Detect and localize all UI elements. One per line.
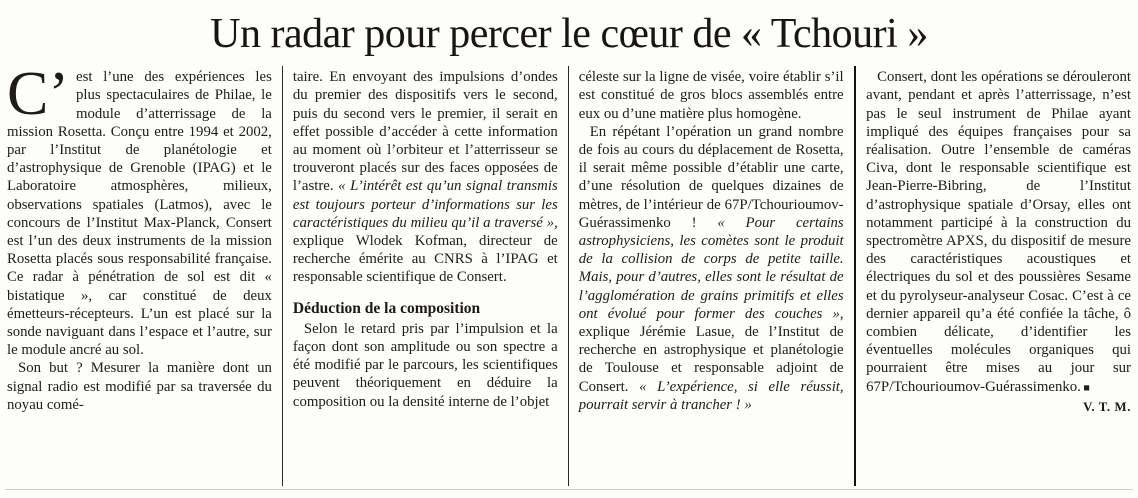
article-paragraph	[7, 359, 272, 414]
article-paragraph	[293, 320, 558, 411]
section-heading: Déduction de la composition	[292, 299, 481, 317]
dropcap: C’	[7, 66, 69, 129]
text-segment: « L’expérience, si elle réussit, pourrait servir à trancher ! »	[578, 378, 844, 413]
text-segment: En répétant l’opération un grand nombre de fois au cours du déplacement de Rosetta, il serait même possible d’établir une carte, d’une résolution de quelques dizaines de mètres, de l’intérieur de 67P/Tchourioumov-Guérassimenko !	[578, 123, 844, 231]
article-paragraph	[7, 68, 272, 359]
text-segment: , explique Jérémie Lasue, de l’Institut de recherche en astrophysique et planétologie de Toulouse et responsable adjoint de Consert.	[578, 305, 844, 395]
end-mark: ■	[1080, 382, 1090, 394]
article-column-2	[283, 66, 568, 486]
article-column-4	[856, 66, 1133, 486]
article-columns	[5, 66, 1133, 490]
article-paragraph	[866, 68, 1131, 398]
article-column-3	[569, 66, 854, 486]
article-title: Un radar pour percer le cœur de « Tchouri »	[210, 11, 928, 57]
text-segment: « Pour certains astrophysiciens, les comètes sont le produit de la collision de corps de petite taille. Mais, pour d’autres, elles sont le résultat de l’agglomération de grains primitifs et elles ont évolué pour former des couches »	[578, 214, 844, 322]
text-segment: céleste sur la ligne de visée, voire établir s’il est constitué de gros blocs assemblés entre eux ou d’une matière plus homogène.	[578, 69, 844, 122]
text-segment: Son but ? Mesurer la manière dont un signal radio est modifié par sa traversée du noyau comé-	[7, 360, 272, 413]
byline: V. T. M.	[1083, 399, 1131, 414]
article-paragraph	[293, 68, 558, 286]
text-segment: est l’une des expériences les plus spectaculaires de Philae, le module d’atterrissage de la mission Rosetta. Conçu entre 1994 et 2002, par l’Institut de planétologie et d’astrophysique de Grenoble (IPAG) et le Laboratoire atmosphères, milieux, observations spatiales (Latmos), avec le concours de l’Institut Max-Planck, Consert est l’un des deux instruments de la mission Rosetta placés sous responsabilité française. Ce radar à pénétration de sol est dit « bistatique », car constitué de deux émetteurs-récepteurs. L’un est placé sur la sonde naviguant dans l’espace et l’autre, sur le module ancré au sol.	[7, 69, 272, 359]
text-segment: Consert, dont les opérations se dérouleront avant, pendant et après l’atterrissage, n’est pas le seul instrument de Philae ayant impliqué des équipes françaises pour sa réalisation. Outre l’ensemble de caméras Civa, dont le responsable scientifique est Jean-Pierre-Bibring, de l’Institut d’astrophysique spatiale d’Orsay, elles ont notamment participé à la construction du spectromètre APXS, du dispositif de mesure des caractéristiques acoustiques et électriques du sol et des poussières Sesame et du pyrolyseur-analyseur Cosac. C’est à ce dernier appareil qu’a été confiée la tâche, ô combien délicate, d’identifier les éventuelles molécules organiques qui pourraient être mises au jour sur 67P/Tchourioumov-Guérassimenko.	[866, 69, 1131, 395]
text-segment: taire. En envoyant des impulsions d’ondes du premier des dispositifs vers le second, puis du second vers le premier, il serait en effet possible d’accéder à cette information au moment où l’orbiteur et l’atterrisseur se trouveront placés sur des faces opposées de l’astre.	[292, 69, 558, 195]
text-segment: « L’intérêt est qu’un signal transmis est toujours porteur d’informations sur les caractéristiques du milieu qu’il a traversé »	[292, 178, 558, 231]
article-column-1	[5, 66, 282, 486]
text-segment: , explique Wlodek Kofman, directeur de recherche émérite au CNRS à l’IPAG et responsable scientifique de Consert.	[292, 214, 558, 286]
article-paragraph	[579, 123, 844, 414]
article-paragraph	[579, 68, 844, 123]
text-segment: Selon le retard pris par l’impulsion et la façon dont son amplitude ou son spectre a été modifié par le parcours, les scientifiques peuvent théoriquement en déduire la composition ou la densité interne de l’objet	[292, 320, 558, 410]
